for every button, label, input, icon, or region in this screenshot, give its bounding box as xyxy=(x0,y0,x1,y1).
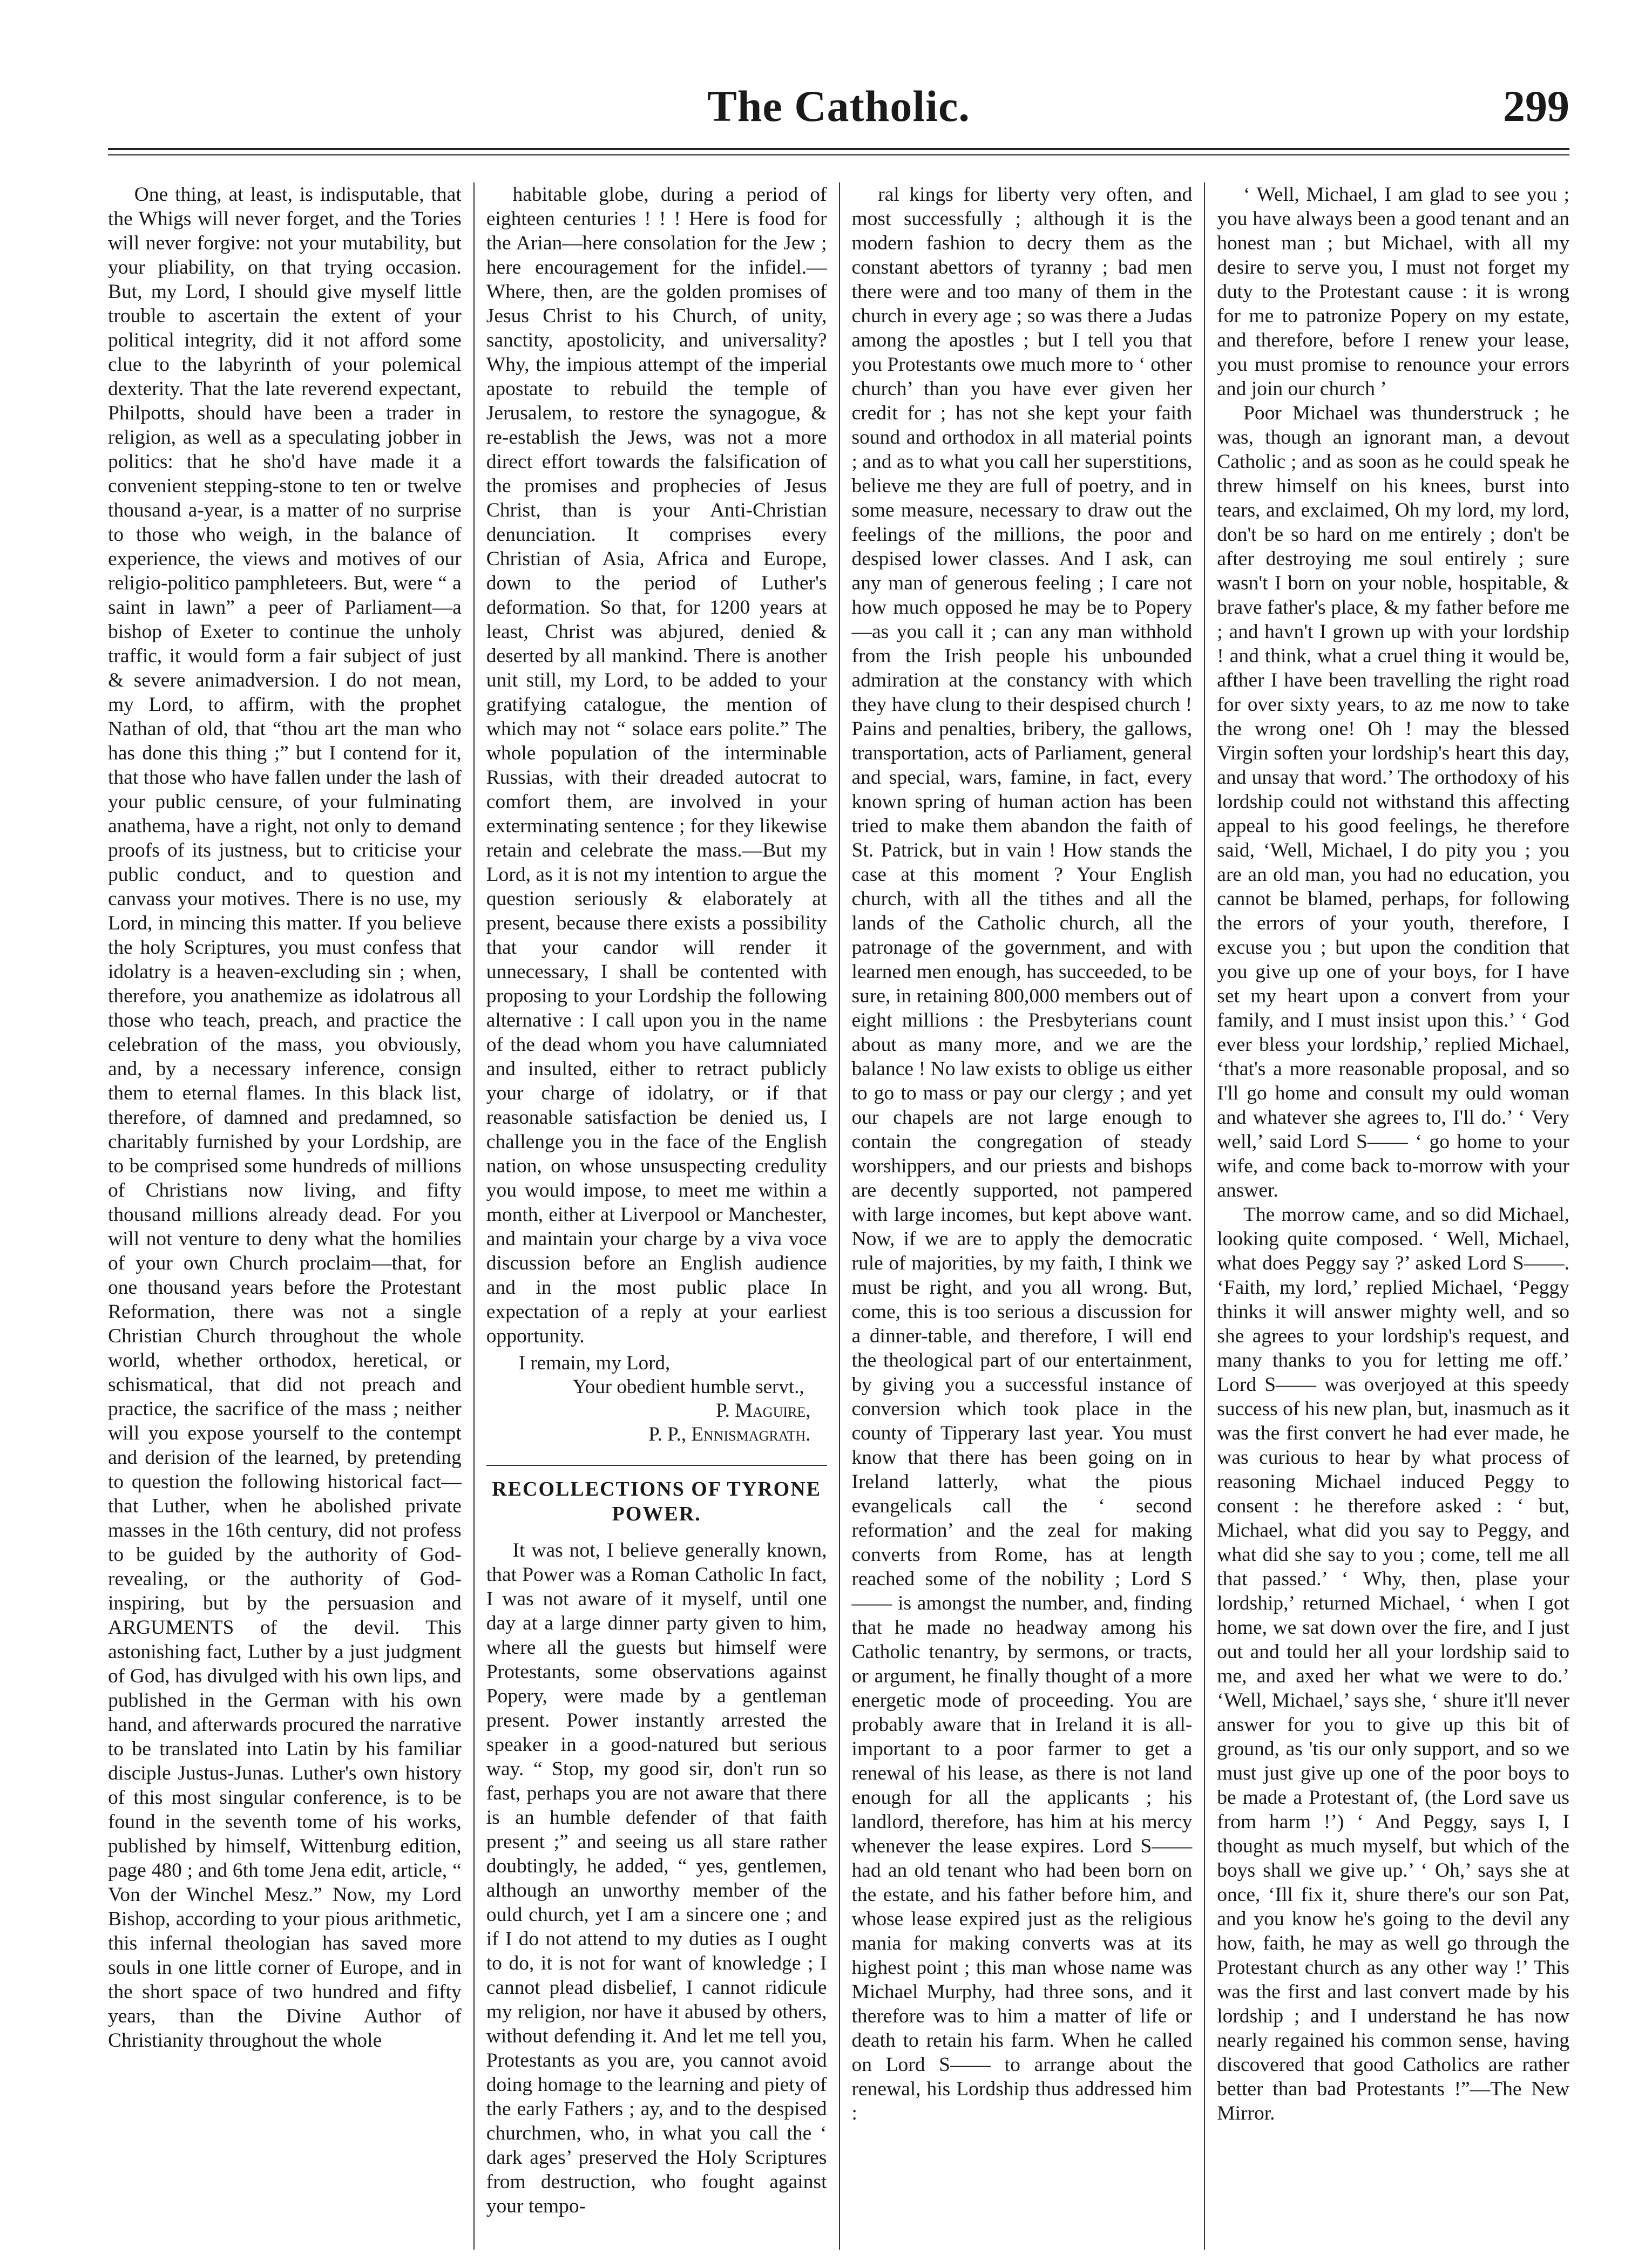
article-paragraph: The morrow came, and so did Michael, looking quite composed. ‘ Well, Michael, what does Peggy say ?’ asked Lord S——. ‘Faith, my lord,’ replied Michael, ‘Peggy thinks it will answer mighty well, and so she agrees to your lordship's request, and many thanks to you for letting me off.’ Lord S—— was overjoyed at this speedy success of his new plan, but, inasmuch as it was the first convert he had ever made, he was curious to hear by what process of reasoning Michael induced Peggy to consent : he therefore asked : ‘ but, Michael, what did you say to Peggy, and what did she say to you ; come, tell me all that passed.’ ‘ Why, then, plase your lordship,’ returned Michael, ‘ when I got home, we sat down over the fire, and I just out and tould her all your lordship said to me, and axed her what we were to do.’ ‘Well, Michael,’ says she, ‘ shure it'll never answer for you to give up this bit of ground, as 'tis our only support, and so we must just give up one of the poor boys to be made a Protestant of, (the Lord save us from harm !’) ‘ And Peggy, says I, I thought as much myself, but which of the boys shall we give up.’ ‘ Oh,’ says she at once, ‘Ill fix it, shure there's our son Pat, and you know he's going to the devil any how, faith, he may as well go through the Protestant church as any other way !’ This was the first and last convert made by his lordship ; and I understand he has now nearly regained his common sense, having discovered that good Catholics are rather better than bad Protestants !”—The New Mirror. xyxy=(1217,1204,1569,2124)
column-4 xyxy=(1204,182,1569,2250)
page-header xyxy=(108,81,1569,140)
article-paragraph: Poor Michael was thunderstruck ; he was, though an ignorant man, a devout Catholic ; and as soon as he could speak he threw himself on his knees, burst into tears, and exclaimed, Oh my lord, my lord, don't be so hard on me entirely ; don't be after destroying me soul entirely ; sure wasn't I born on your noble, hospitable, & brave father's place, & my father before me ; and havn't I grown up with your lordship ! and think, what a cruel thing it would be, afther I have been travelling the right road for over sixty years, to az me now to take the wrong one! Oh ! may the blessed Virgin soften your lordship's heart this day, and unsay that word.’ The orthodoxy of his lordship could not withstand this affecting appeal to his good feelings, he therefore said, ‘Well, Michael, I do pity you ; you are an old man, you had no education, you cannot be blamed, perhaps, for following the errors of your youth, therefore, I excuse you ; but upon the condition that you give up one of your boys, for I have set my heart upon a convert from your family, and I must insist upon this.’ ‘ God ever bless your lordship,’ replied Michael, ‘that's a more reasonable proposal, and so I'll go home and consult my ould woman and whatever she agrees to, I'll do.’ ‘ Very well,’ said Lord S—— ‘ go home to your wife, and come back to-morrow with your answer. xyxy=(1217,402,1569,1201)
text-columns xyxy=(108,182,1569,2250)
column-2 xyxy=(473,182,839,2250)
signoff-servant: Your obedient humble servt., xyxy=(572,1376,804,1398)
header-rule xyxy=(108,148,1569,155)
signoff-name: P. Maguire, xyxy=(716,1400,811,1422)
article-heading: RECOLLECTIONS OF TYRONE POWER. xyxy=(486,1465,827,1526)
publication-title: The Catholic. xyxy=(707,82,970,131)
column-1 xyxy=(108,182,473,2250)
column-3 xyxy=(839,182,1204,2250)
article-paragraph: ral kings for liberty very often, and most successfully ; although it is the modern fashion to decry them as the constant abettors of tyranny ; bad men there were and too many of them in the church in every age ; so was there a Judas among the apostles ; but I tell you that you Protestants owe much more to ‘ other church’ than you have ever given her credit for ; has not she kept your faith sound and orthodox in all material points ; and as to what you call her superstitions, believe me they are full of poetry, and in some measure, necessary to draw out the feelings of the millions, the poor and despised lower classes. And I ask, can any man of generous feeling ; I care not how much opposed he may be to Popery—as you call it ; can any man withhold from the Irish people his unbounded admiration at the constancy with which they have clung to their despised church ! Pains and penalties, bribery, the gallows, transportation, acts of Parliament, general and special, wars, famine, in fact, every known spring of human action has been tried to make them abandon the faith of St. Patrick, but in vain ! How stands the case at this moment ? Your English church, with all the tithes and all the lands of the Catholic church, all the patronage of the government, and with learned men enough, has succeeded, to be sure, in retaining 800,000 members out of eight millions : the Presbyterians count about as many more, and we are the balance ! No law exists to oblige us either to go to mass or pay our clergy ; and yet our chapels are not large enough to contain the congregation of steady worshippers, and our priests and bishops are decently supported, not pampered with large incomes, but kept above want. Now, if we are to apply the democratic rule of majorities, by my faith, I think we must be right, and you all wrong. But, come, this is too serious a discussion for a dinner-table, and therefore, I will end the theological part of our entertainment, by giving you a successful instance of conversion which took place in the county of Tipperary last year. You must know that there has been going on in Ireland latterly, what the pious evangelicals call the ‘ second reformation’ and the zeal for making converts from Rome, has at length reached some of the nobility ; Lord S—— is amongst the number, and, finding that he made no headway among his Catholic tenantry, by sermons, or tracts, or argument, he finally thought of a more energetic mode of proceeding. You are probably aware that in Ireland it is all-important to a poor farmer to get a renewal of his lease, as there is not land enough for all the applicants ; his landlord, therefore, has him at his mercy whenever the lease expires. Lord S—— had an old tenant who had been born on the estate, and his father before him, and whose lease expired just as the religious mania for making converts was at its highest point ; this man whose name was Michael Murphy, had three sons, and it therefore was to him a matter of life or death to retain his farm. When he called on Lord S—— to arrange about the renewal, his Lordship thus addressed him : xyxy=(851,184,1193,2124)
letter-paragraph: One thing, at least, is indisputable, that the Whigs will never forget, and the Tories will never forgive: not your mutability, but your pliability, on that trying occasion. But, my Lord, I should give myself little trouble to ascertain the extent of your political integrity, did it not afford some clue to the labyrinth of your polemical dexterity. That the late reverend expectant, Philpotts, should have been a trader in religion, as well as a speculating jobber in politics: that he sho'd have made it a convenient stepping-stone to ten or twelve thousand a-year, is a matter of no surprise to those who weigh, in the balance of experience, the views and motives of our religio-politico pamphleteers. But, were “ a saint in lawn” a peer of Parliament—a bishop of Exeter to continue the unholy traffic, it would form a fair subject of just & severe animadversion. I do not mean, my Lord, to affirm, with the prophet Nathan of old, that “thou art the man who has done this thing ;” but I contend for it, that those who have fallen under the lash of your public censure, of your fulminating anathema, have a right, not only to demand proofs of its justness, but to criticise your public conduct, and to question and canvass your motives. There is no use, my Lord, in mincing this matter. If you believe the holy Scriptures, you must confess that idolatry is a heaven-excluding sin ; when, therefore, you anathemize as idolatrous all those who teach, preach, and practice the celebration of the mass, you obviously, and, by a necessary inference, consign them to eternal flames. In this black list, therefore, of damned and predamned, so charitably furnished by your Lordship, are to be comprised some hundreds of millions of Christians now living, and fifty thousand millions already dead. For you will not venture to deny what the homilies of your own Church proclaim—that, for one thousand years before the Protestant Reformation, there was not a single Christian Church throughout the whole world, whether orthodox, heretical, or schismatical, that did not preach and practice, the sacrifice of the mass ; neither will you expose yourself to the contempt and derision of the learned, by pretending to question the following historical fact—that Luther, when he abolished private masses in the 16th century, did not profess to be guided by the authority of God-revealing, or the authority of God-inspiring, but by the persuasion and ARGUMENTS of the devil. This astonishing fact, Luther by a just judgment of God, has divulged with his own lips, and published in the German with his own hand, and afterwards procured the narrative to be translated into Latin by his familiar disciple Justus-Junas. Luther's own history of this most singular conference, is to be found in the seventh tome of his works, published by himself, Wittenburg edition, page 480 ; and 6th tome Jena edit, article, “ Von der Winchel Mesz.” Now, my Lord Bishop, according to your pious arithmetic, this infernal theologian has saved more souls in one little corner of Europe, and in the short space of two hundred and fifty years, than the Divine Author of Christianity throughout the whole xyxy=(108,184,462,2052)
letter-paragraph: habitable globe, during a period of eighteen centuries ! ! ! Here is food for the Arian—here consolation for the Jew ; here encouragement for the infidel.— Where, then, are the golden promises of Jesus Christ to his Church, of unity, sanctity, apostolicity, and universality? Why, the impious attempt of the imperial apostate to rebuild the temple of Jerusalem, to restore the synagogue, & re-establish the Jews, was not a more direct effort towards the falsification of the promises and prophecies of Jesus Christ, than is your Anti-Christian denunciation. It comprises every Christian of Asia, Africa and Europe, down to the period of Luther's deformation. So that, for 1200 years at least, Christ was abjured, denied & deserted by all mankind. There is another unit still, my Lord, to be added to your gratifying catalogue, the mention of which may not “ solace ears polite.” The whole population of the interminable Russias, with their dreaded autocrat to comfort them, are involved in your exterminating sentence ; for they likewise retain and celebrate the mass.—But my Lord, as it is not my intention to argue the question seriously & elaborately at present, because there exists a possibility that your candor will render it unnecessary, I shall be contented with proposing to your Lordship the following alternative : I call upon you in the name of the dead whom you have calumniated and insulted, either to retract publicly your charge of idolatry, or if that reasonable satisfaction be denied us, I challenge you in the face of the English nation, on whose unsuspecting credulity you would impose, to meet me within a month, either at Liverpool or Manchester, and maintain your charge by a viva voce discussion before an English audience and in the most public place In expectation of a reply at your earliest opportunity. xyxy=(486,184,827,1347)
article-paragraph: It was not, I believe generally known, that Power was a Roman Catholic In fact, I was not aware of it myself, until one day at a large dinner party given to him, where all the guests but himself were Protestants, some observations against Popery, were made by a gentleman present. Power instantly arrested the speaker in a good-natured but serious way. “ Stop, my good sir, don't run so fast, perhaps you are not aware that there is an humble defender of that faith present ;” and seeing us all stare rather doubtingly, he added, “ yes, gentlemen, although an unworthy member of the ould church, yet I am a sincere one ; and if I do not attend to my duties as I ought to do, it is not for want of knowledge ; I cannot plead disbelief, I cannot ridicule my religion, nor have it abused by others, without defending it. And let me tell you, Protestants as you are, you cannot avoid doing homage to the learning and piety of the early Fathers ; ay, and to the despised churchmen, who, in what you call the ‘ dark ages’ preserved the Holy Scriptures from destruction, who fought against your tempo- xyxy=(486,1539,827,2217)
letter-signoff xyxy=(486,1352,827,1447)
page-number: 299 xyxy=(1503,82,1569,131)
article-paragraph: ‘ Well, Michael, I am glad to see you ; you have always been a good tenant and an honest man ; but Michael, with all my desire to serve you, I must not forget my duty to the Protestant cause : it is wrong for me to patronize Popery on my estate, and therefore, before I renew your lease, you must promise to renounce your errors and join our church ’ xyxy=(1217,184,1569,400)
signoff-closing: I remain, my Lord, xyxy=(518,1352,671,1374)
signoff-parish: P. P., Ennismagrath. xyxy=(648,1423,811,1445)
